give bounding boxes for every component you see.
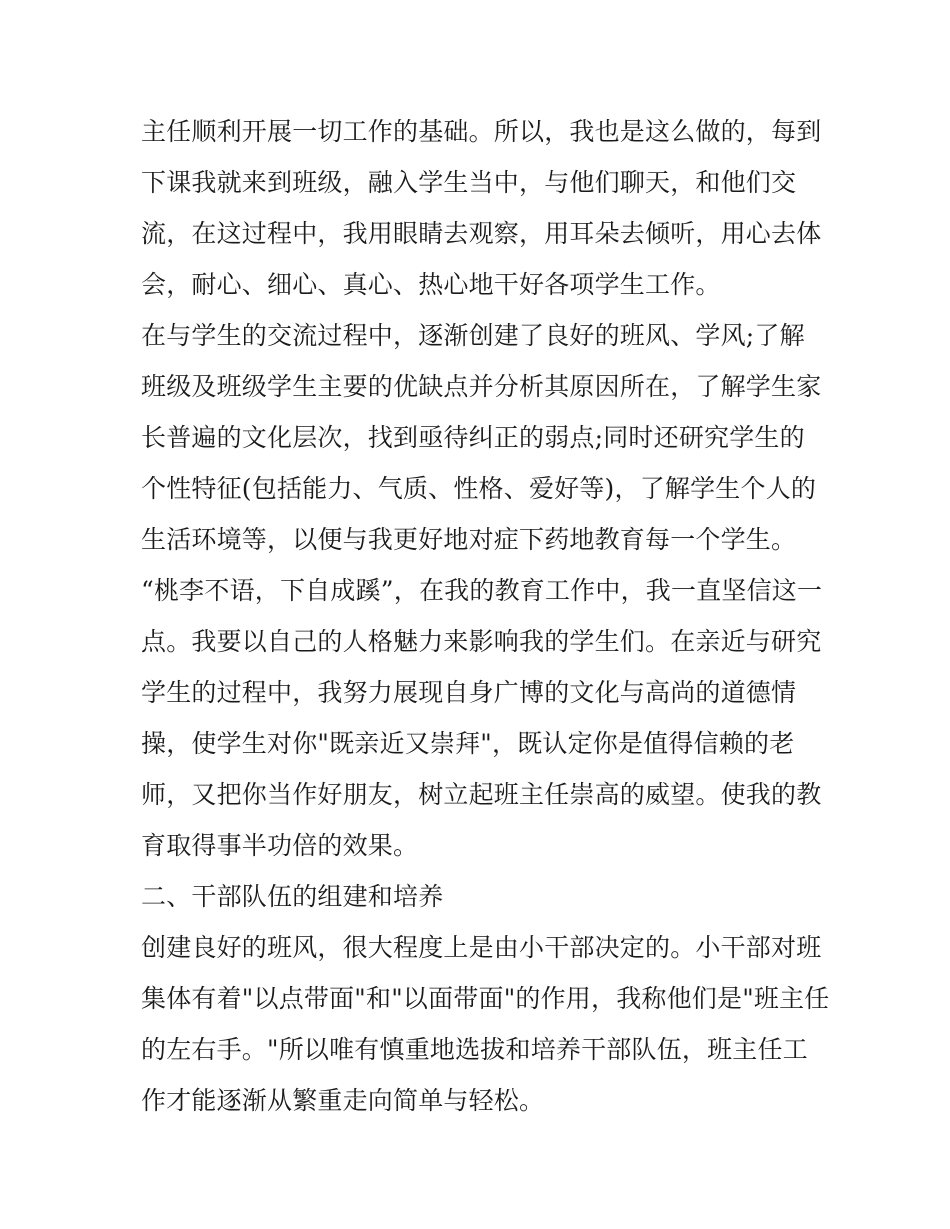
text-line: 班级及班级学生主要的优缺点并分析其原因所在，了解学生家: [141, 372, 822, 401]
text-line: 创建良好的班风，很大程度上是由小干部决定的。小干部对班: [141, 933, 822, 962]
body-text: [141, 106, 830, 1126]
text-line: 在与学生的交流过程中，逐渐创建了良好的班风、学风;了解: [141, 321, 805, 350]
text-line: 下课我就来到班级，融入学生当中，与他们聊天，和他们交: [141, 168, 797, 197]
text-line: 长普遍的文化层次，找到亟待纠正的弱点;同时还研究学生的: [141, 423, 805, 452]
text-line: 操，使学生对你"既亲近又崇拜"，既认定你是值得信赖的老: [141, 729, 795, 758]
text-line: 育取得事半功倍的效果。: [141, 831, 419, 860]
text-line: 学生的过程中，我努力展现自身广博的文化与高尚的道德情: [141, 678, 797, 707]
text-line: 的左右手。"所以唯有慎重地选拔和培养干部队伍，班主任工: [141, 1035, 808, 1064]
text-line: 点。我要以自己的人格魅力来影响我的学生们。在亲近与研究: [141, 627, 822, 656]
text-line: 流，在这过程中，我用眼睛去观察，用耳朵去倾听，用心去体: [141, 219, 822, 248]
text-line: 作才能逐渐从繁重走向简单与轻松。: [141, 1086, 545, 1115]
section-heading: 二、干部队伍的组建和培养: [141, 882, 444, 911]
text-line: 生活环境等，以便与我更好地对症下药地教育每一个学生。: [141, 525, 797, 554]
text-line: 主任顺利开展一切工作的基础。所以，我也是这么做的，每到: [141, 117, 822, 146]
text-line: 集体有着"以点带面"和"以面带面"的作用，我称他们是"班主任: [141, 984, 830, 1013]
text-line: 个性特征(包括能力、气质、性格、爱好等)，了解学生个人的: [141, 474, 817, 503]
text-line: 会，耐心、细心、真心、热心地干好各项学生工作。: [141, 270, 721, 299]
text-line: “桃李不语，下自成蹊”，在我的教育工作中，我一直坚信这一: [141, 576, 823, 605]
text-line: 师，又把你当作好朋友，树立起班主任崇高的威望。使我的教: [141, 780, 822, 809]
